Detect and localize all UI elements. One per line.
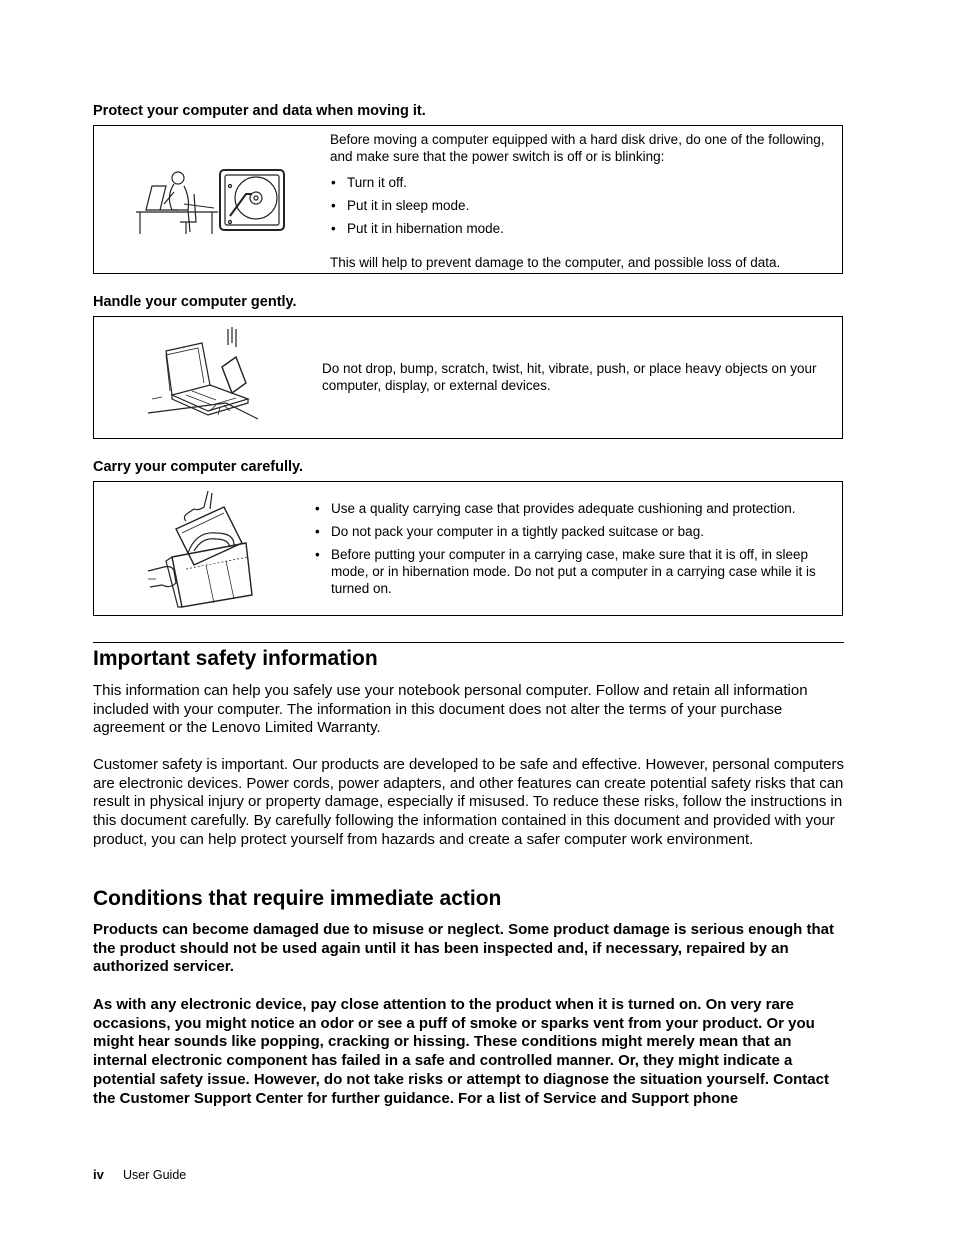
conditions-paragraph-1: Products can become damaged due to misuse or neglect. Some product damage is serious enough that the product should not be used again until it has been inspected and, if necessary, repaired by an authorized servicer. bbox=[93, 921, 834, 976]
protect-heading: Protect your computer and data when moving it. bbox=[93, 103, 426, 119]
page-number: iv bbox=[93, 1167, 104, 1182]
protect-bullet: • Turn it off. bbox=[330, 174, 830, 191]
carry-text bbox=[314, 500, 834, 597]
handle-heading: Handle your computer gently. bbox=[93, 294, 297, 310]
laptop-impact-icon bbox=[146, 323, 261, 431]
carry-bullet: • Do not pack your computer in a tightly packed suitcase or bag. bbox=[314, 523, 834, 540]
document-title: User Guide bbox=[123, 1168, 187, 1182]
handle-description: Do not drop, bump, scratch, twist, hit, vibrate, push, or place heavy objects on your computer, display, or external devices. bbox=[322, 361, 817, 393]
carry-heading: Carry your computer carefully. bbox=[93, 459, 304, 475]
carry-bullet: • Use a quality carrying case that provides adequate cushioning and protection. bbox=[314, 500, 834, 517]
protect-bullet: • Put it in hibernation mode. bbox=[330, 220, 830, 237]
carry-bullet-list bbox=[314, 500, 834, 597]
laptop-carrying-case-icon bbox=[146, 487, 258, 611]
safety-title: Important safety information bbox=[93, 647, 378, 670]
protect-text bbox=[330, 131, 830, 271]
handle-text bbox=[322, 360, 832, 394]
protect-closing: This will help to prevent damage to the computer, and possible loss of data. bbox=[330, 255, 781, 270]
carry-box bbox=[93, 481, 843, 616]
conditions-paragraph-2: As with any electronic device, pay close attention to the product when it is turned on. On very rare occasions, you might notice an odor or see a puff of smoke or sparks vent from your product. Or you might hear sounds like popping, cracking or hissing. These conditions might merely mean that an internal electronic component has failed in a safe and controlled manner. Or, they might indicate a potential safety issue. However, do not take risks or attempt to diagnose the situation yourself. Contact the Customer Support Center for further guidance. For a list of Service and Support phone bbox=[93, 996, 829, 1107]
safety-paragraph-2: Customer safety is important. Our products are developed to be safe and effective. However, personal computers are electronic devices. Power cords, power adapters, and other features can create potential safety risks that can result in physical injury or property damage, especially if misused. To reduce these risks, follow the instructions in this document carefully. By carefully following the information contained in this document and provided with your product, you can help protect yourself from hazards and create a safer computer work environment. bbox=[93, 756, 844, 848]
carry-bullet: • Before putting your computer in a carrying case, make sure that it is off, in sleep mode, or in hibernation mode. Do not put a computer in a carrying case while it is turned on. bbox=[314, 546, 834, 597]
handle-box bbox=[93, 316, 843, 439]
person-computer-hard-disk-icon bbox=[128, 164, 288, 236]
protect-bullet: • Put it in sleep mode. bbox=[330, 197, 830, 214]
safety-paragraph-1: This information can help you safely use your notebook personal computer. Follow and retain all information included with your computer. The information in this document does not alter the terms of your purchase agreement or the Lenovo Limited Warranty. bbox=[93, 682, 808, 737]
protect-box bbox=[93, 125, 843, 274]
conditions-title: Conditions that require immediate action bbox=[93, 887, 502, 910]
protect-intro: Before moving a computer equipped with a hard disk drive, do one of the following, and make sure that the power switch is off or is blinking: bbox=[330, 132, 825, 164]
protect-bullet-list bbox=[330, 174, 830, 237]
section-divider bbox=[93, 642, 844, 643]
